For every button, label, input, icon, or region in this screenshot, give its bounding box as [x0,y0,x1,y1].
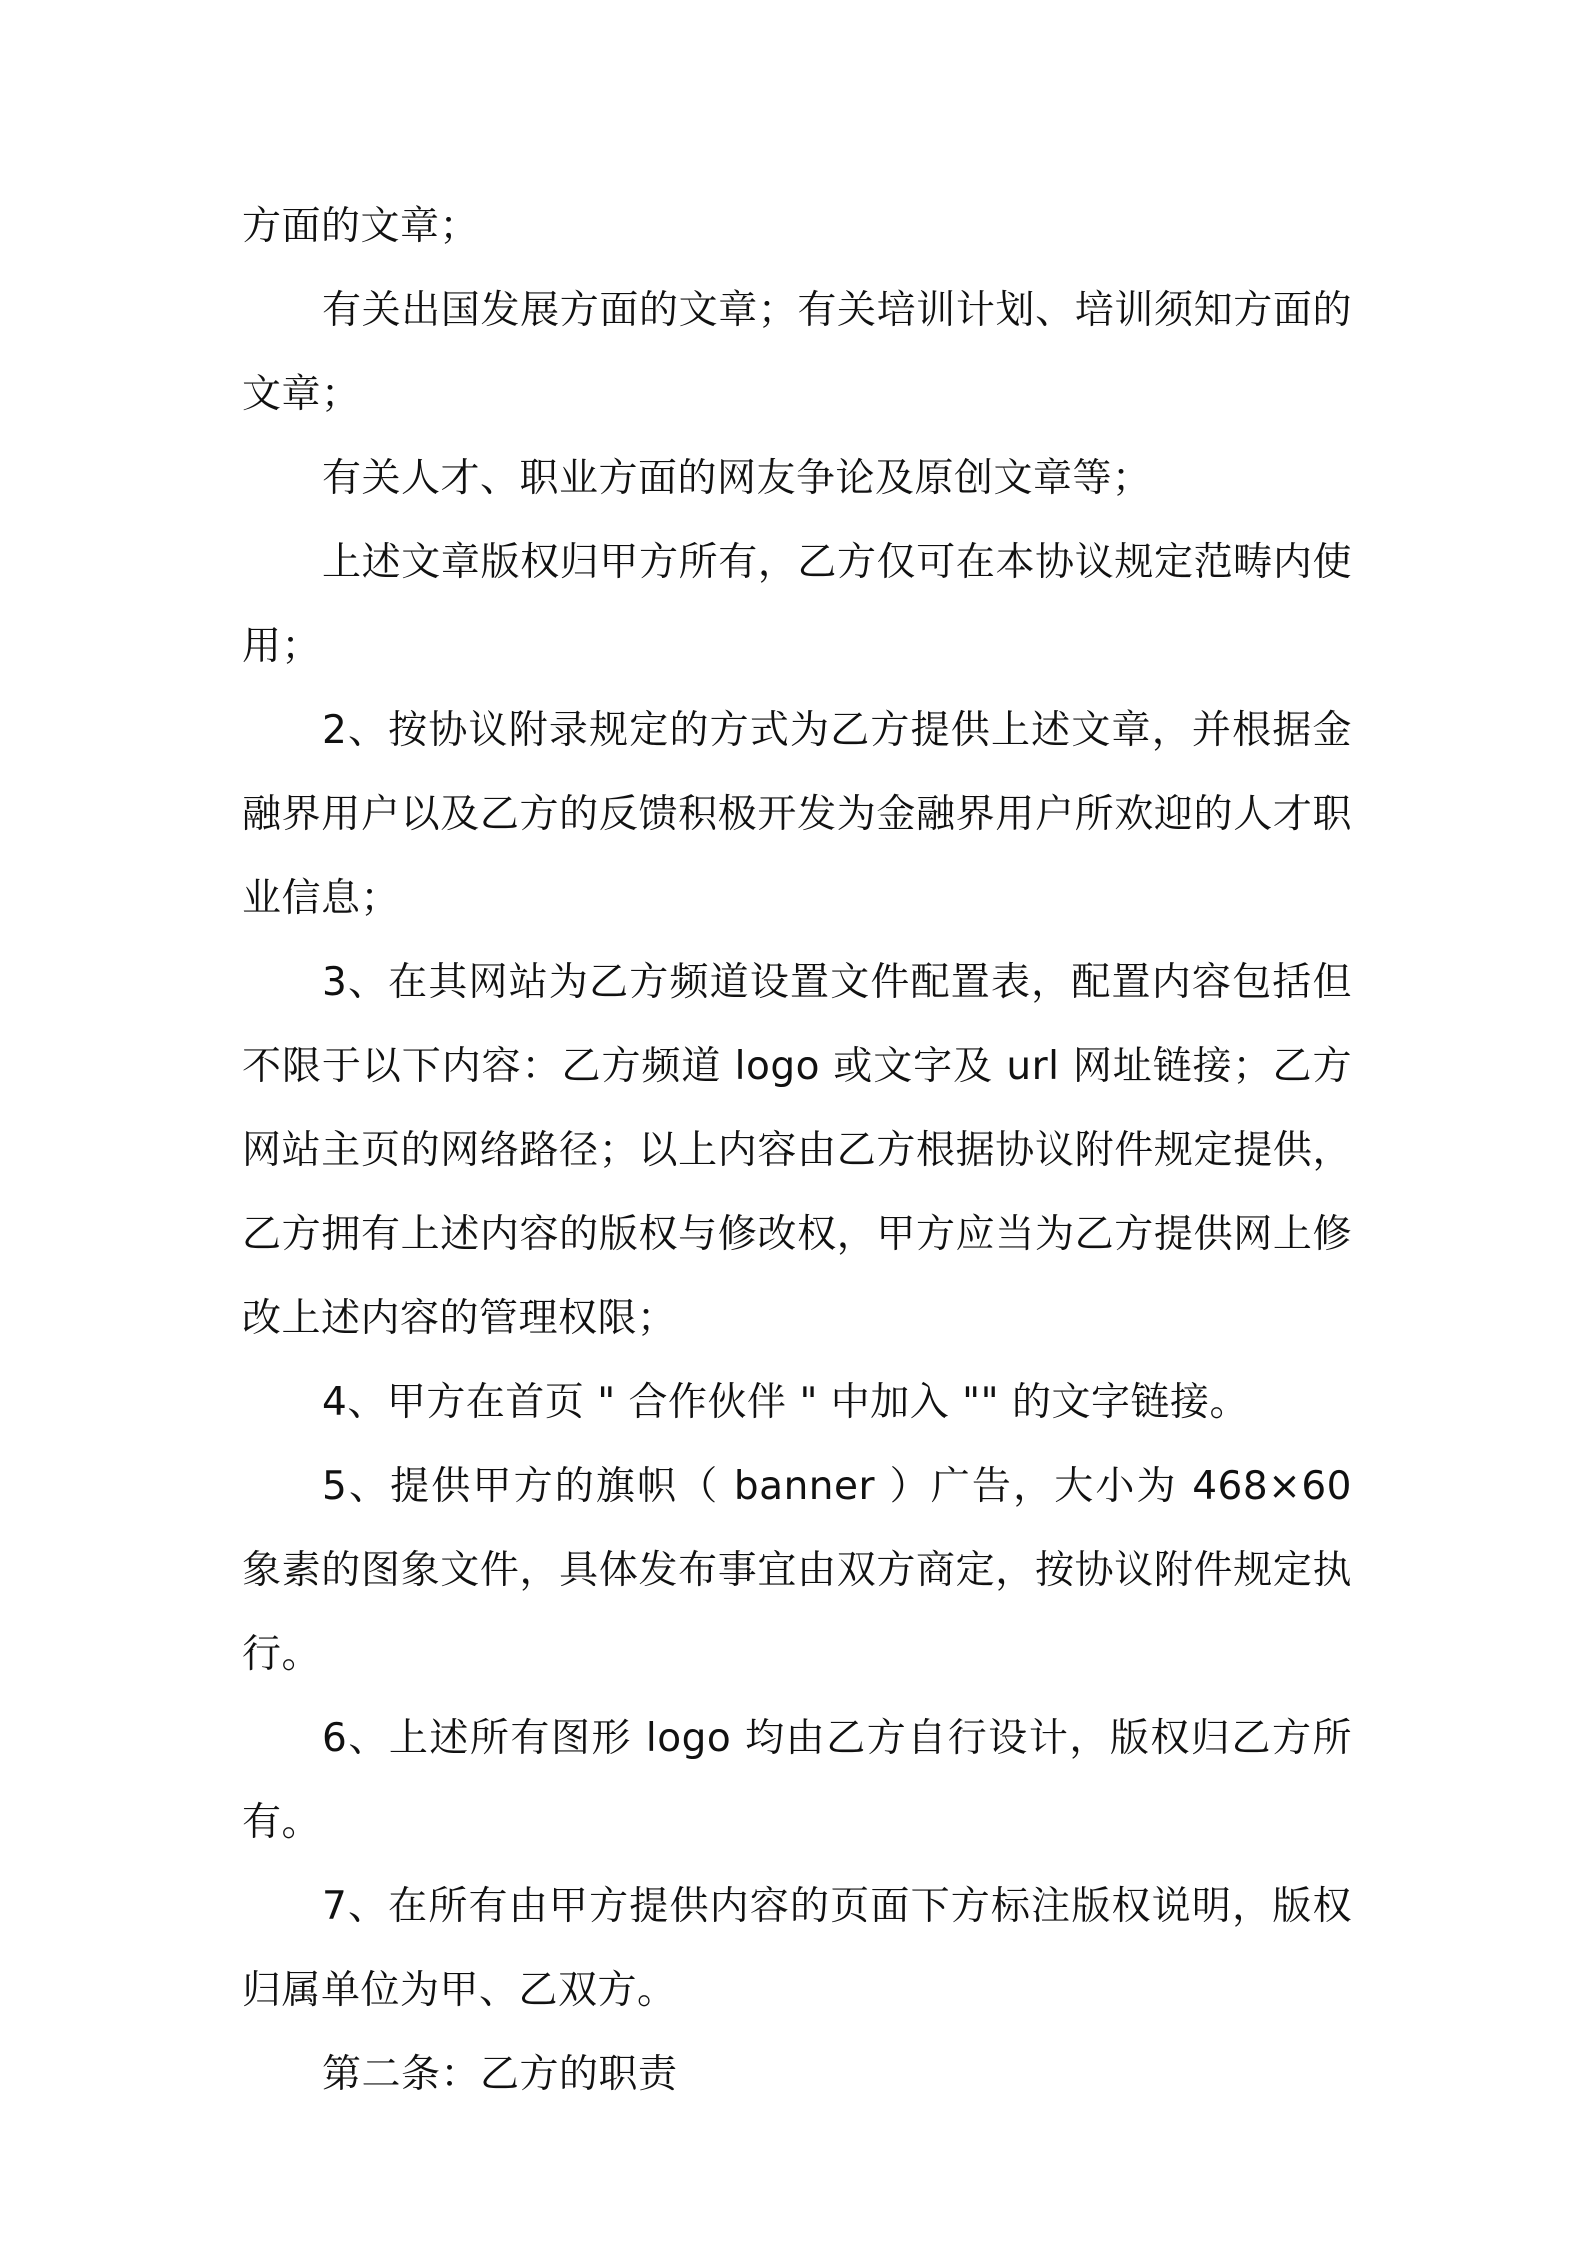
paragraph: 4、甲方在首页 " 合作伙伴 " 中加入 "" 的文字链接。 [322,1380,1249,1425]
paragraph: 2、按协议附录规定的方式为乙方提供上述文章，并根据金融界用户以及乙方的反馈积极开发为金融界用户所欢迎的人才职业信息； [242,708,1352,921]
paragraph: 6、上述所有图形 logo 均由乙方自行设计，版权归乙方所有。 [242,1716,1352,1845]
paragraph: 3、在其网站为乙方频道设置文件配置表，配置内容包括但不限于以下内容：乙方频道 logo 或文字及 url 网址链接；乙方网站主页的网络路径；以上内容由乙方根据协议附件规定提供，乙方拥有上述内容的版权与修改权，甲方应当为乙方提供网上修改上述内容的管理权限； [242,960,1352,1341]
section-heading: 第二条：乙方的职责 [322,2052,678,2097]
paragraph: 5、提供甲方的旗帜（ banner ）广告，大小为 468×60 象素的图象文件，具体发布事宜由双方商定，按协议附件规定执行。 [242,1464,1352,1677]
paragraph: 方面的文章； [242,204,480,249]
paragraph: 有关人才、职业方面的网友争论及原创文章等； [322,456,1152,501]
document-body [242,185,1352,2117]
paragraph: 有关出国发展方面的文章；有关培训计划、培训须知方面的文章； [242,288,1352,417]
paragraph: 7、在所有由甲方提供内容的页面下方标注版权说明，版权归属单位为甲、乙双方。 [242,1884,1352,2013]
paragraph: 上述文章版权归甲方所有，乙方仅可在本协议规定范畴内使用； [242,540,1352,669]
